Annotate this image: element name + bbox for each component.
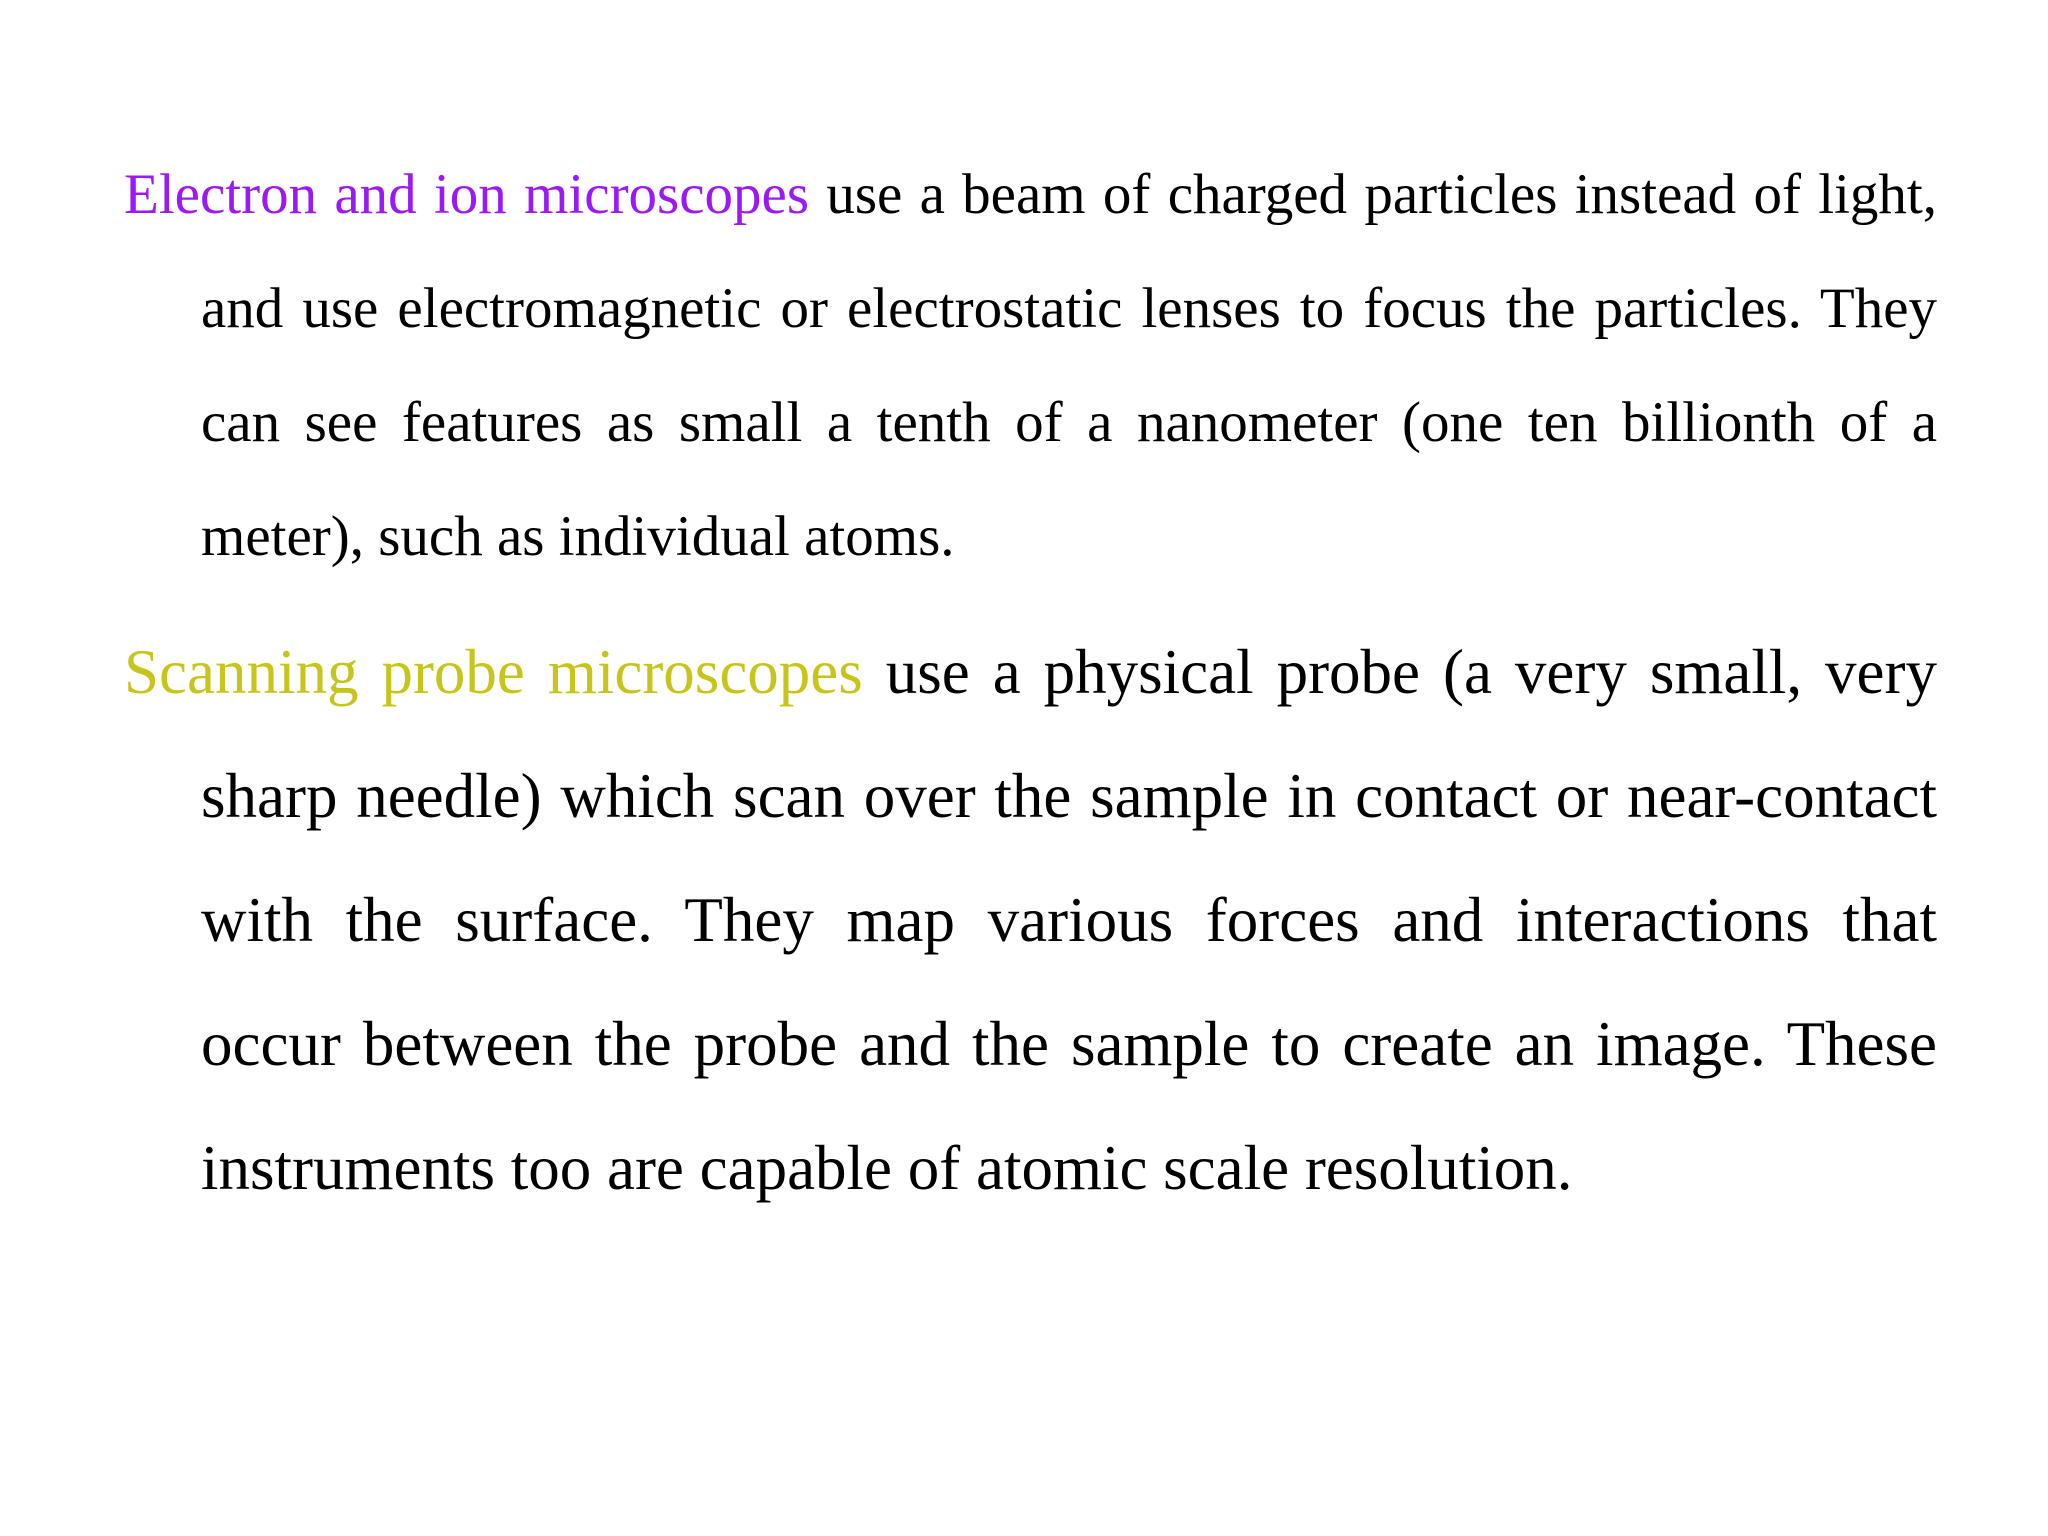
term-scanning-probe-microscopes: Scanning probe microscopes <box>124 637 863 707</box>
paragraph-body-text: use a beam of charged particles instead of light, and use electromagnetic or electrostatic lenses to focus the particles. They can see features as small a tenth of a nanometer (one ten billionth of a meter), such as individual atoms. <box>201 163 1937 568</box>
paragraph-electron-ion-microscopes <box>124 138 1937 594</box>
paragraph-body-text: use a physical probe (a very small, very sharp needle) which scan over the sample in contact or near-contact with the surface. They map various forces and interactions that occur between the probe and the sample to create an image. These instruments too are capable of atomic scale resolution. <box>201 637 1937 1203</box>
term-electron-ion-microscopes: Electron and ion microscopes <box>124 163 810 226</box>
paragraph-scanning-probe-microscopes <box>124 610 1937 1230</box>
